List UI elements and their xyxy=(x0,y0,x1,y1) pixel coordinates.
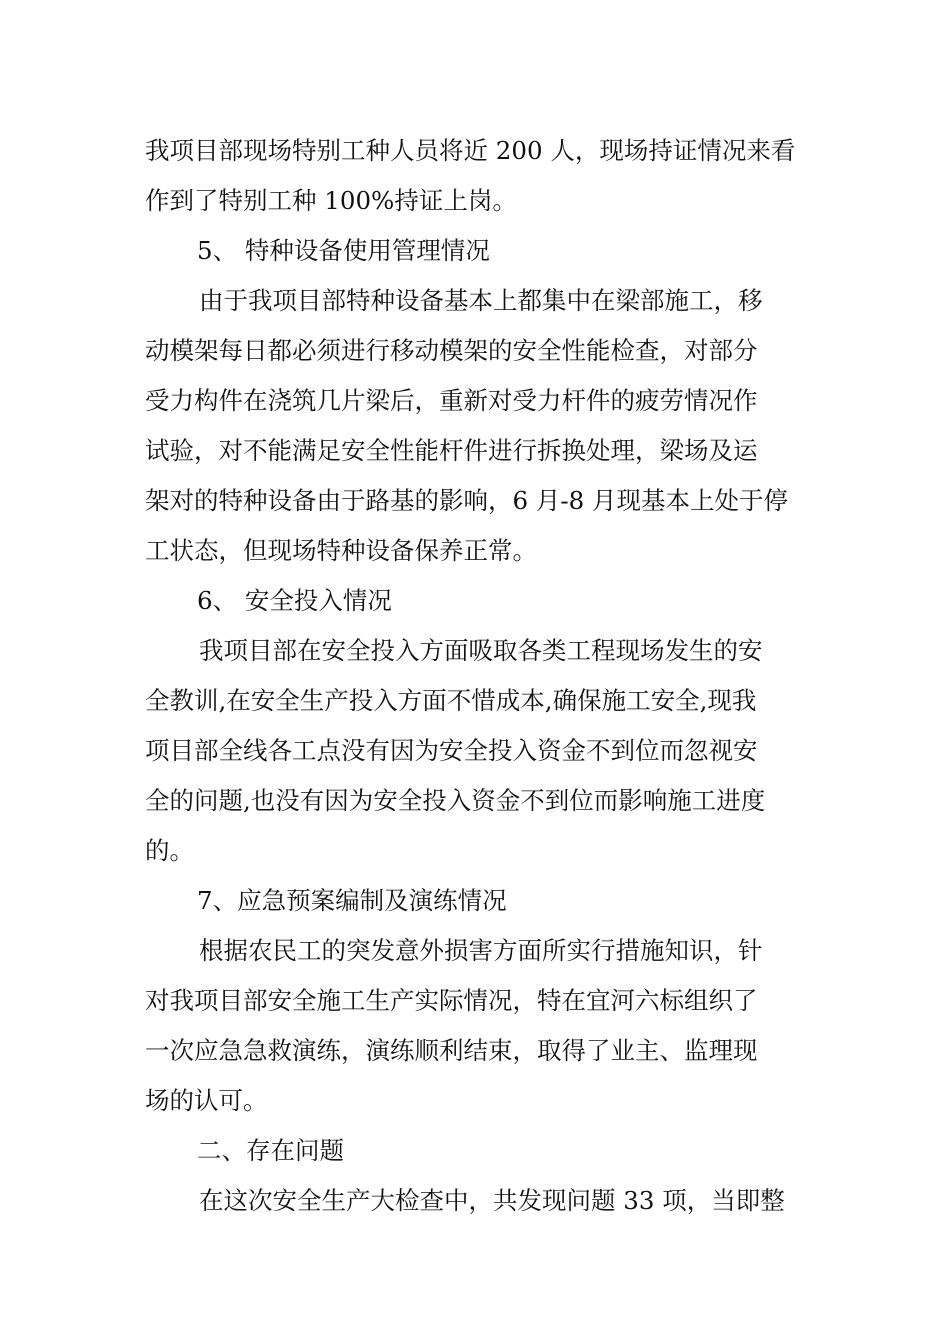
paragraph-line: 全的问题,也没有因为安全投入资金不到位而影响施工进度 xyxy=(145,786,766,815)
paragraph-line: 我项目部现场特别工种人员将近 200 人，现场持证情况来看 xyxy=(145,136,796,165)
paragraph-line: 场的认可。 xyxy=(145,1086,268,1115)
paragraph-line: 作到了特别工种 100%持证上岗。 xyxy=(145,186,517,215)
paragraph-line: 动模架每日都必须进行移动模架的安全性能检查，对部分 xyxy=(145,336,758,365)
paragraph-line: 在这次安全生产大检查中，共发现问题 33 项，当即整 xyxy=(199,1186,785,1215)
paragraph-line: 架对的特种设备由于路基的影响，6 月-8 月现基本上处于停 xyxy=(145,486,789,515)
paragraph-line: 工状态，但现场特种设备保养正常。 xyxy=(145,536,537,565)
paragraph-line: 试验，对不能满足安全性能杆件进行拆换处理，梁场及运 xyxy=(145,436,758,465)
paragraph-line: 受力构件在浇筑几片梁后，重新对受力杆件的疲劳情况作 xyxy=(145,386,758,415)
section-heading-6: 6、 安全投入情况 xyxy=(197,586,392,615)
paragraph-line: 根据农民工的突发意外损害方面所实行措施知识，针 xyxy=(199,936,763,965)
paragraph-line: 全教训,在安全生产投入方面不惜成本,确保施工安全,现我 xyxy=(145,686,757,715)
section-heading-5: 5、 特种设备使用管理情况 xyxy=(197,236,490,265)
section-heading-issues: 二、存在问题 xyxy=(197,1136,344,1165)
paragraph-line: 的。 xyxy=(145,836,194,865)
section-heading-7: 7、应急预案编制及演练情况 xyxy=(197,886,507,915)
paragraph-line: 一次应急急救演练，演练顺利结束，取得了业主、监理现 xyxy=(145,1036,758,1065)
paragraph-line: 项目部全线各工点没有因为安全投入资金不到位而忽视安 xyxy=(145,736,758,765)
paragraph-line: 我项目部在安全投入方面吸取各类工程现场发生的安 xyxy=(199,636,763,665)
paragraph-line: 对我项目部安全施工生产实际情况，特在宜河六标组织了 xyxy=(145,986,758,1015)
paragraph-line: 由于我项目部特种设备基本上都集中在梁部施工，移 xyxy=(199,286,763,315)
